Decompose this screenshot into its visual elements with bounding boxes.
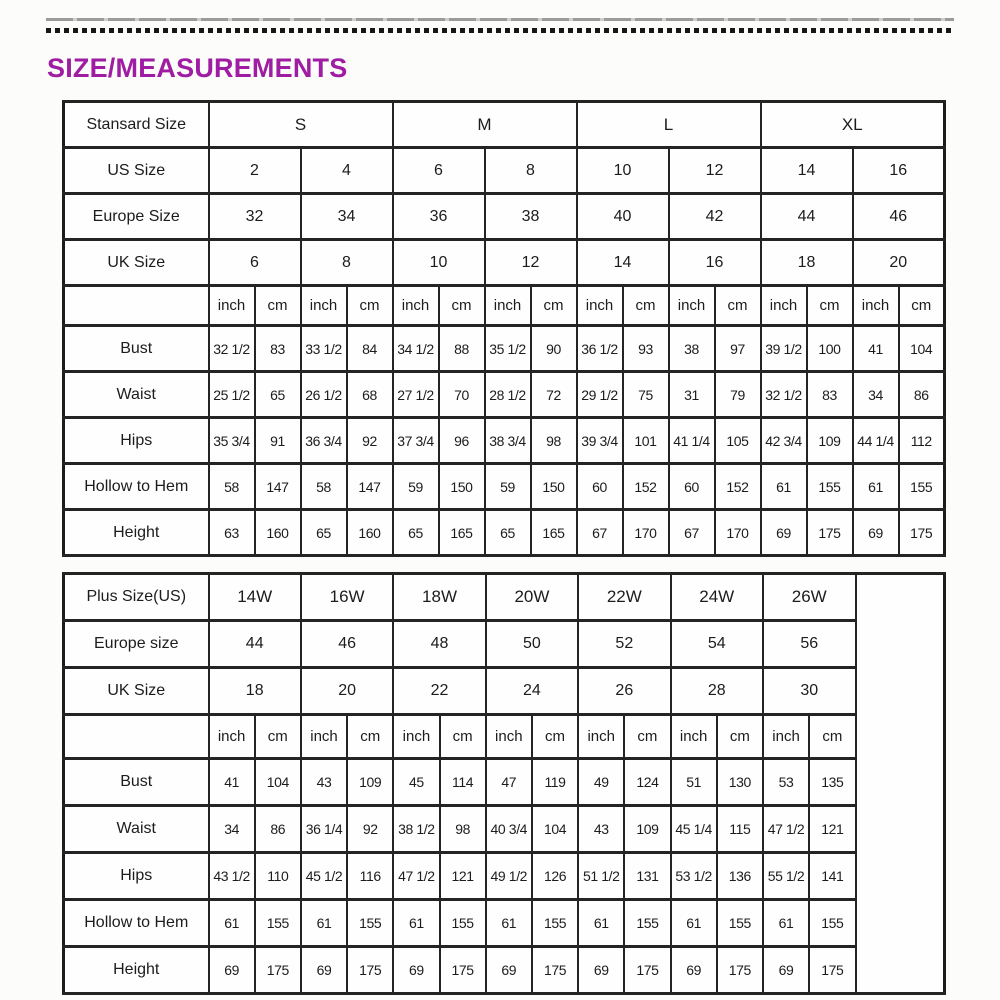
measurement-value-cell: 42 3/4 — [761, 418, 807, 464]
measurement-row-label: Hollow to Hem — [64, 464, 209, 510]
unit-header-cell: cm — [715, 286, 761, 326]
measurement-value-cell: 38 3/4 — [485, 418, 531, 464]
size-group-header: 16W — [301, 574, 393, 621]
measurement-value-cell: 51 — [671, 759, 717, 806]
measurement-value-cell: 69 — [578, 947, 624, 994]
size-value-cell: 42 — [669, 194, 761, 240]
unit-header-cell: cm — [624, 715, 670, 759]
measurement-row-label: Height — [64, 510, 209, 556]
measurement-value-cell: 69 — [763, 947, 809, 994]
measurement-value-cell: 63 — [209, 510, 255, 556]
size-value-cell: 2 — [209, 148, 301, 194]
measurement-value-cell: 60 — [577, 464, 623, 510]
measurement-value-cell: 170 — [623, 510, 669, 556]
unit-header-cell: inch — [486, 715, 532, 759]
measurement-value-cell: 53 — [763, 759, 809, 806]
measurement-value-cell: 25 1/2 — [209, 372, 255, 418]
size-row-label: Europe size — [64, 621, 209, 668]
measurement-value-cell: 109 — [624, 806, 670, 853]
size-group-header: L — [577, 102, 761, 148]
measurement-value-cell: 152 — [623, 464, 669, 510]
measurement-value-cell: 155 — [717, 900, 763, 947]
measurement-value-cell: 68 — [347, 372, 393, 418]
unit-header-cell: inch — [761, 286, 807, 326]
unit-header-cell: inch — [577, 286, 623, 326]
blank-corner-cell — [64, 715, 209, 759]
measurement-value-cell: 84 — [347, 326, 393, 372]
measurement-value-cell: 61 — [578, 900, 624, 947]
size-value-cell: 12 — [485, 240, 577, 286]
measurement-value-cell: 35 3/4 — [209, 418, 255, 464]
measurement-row-label: Waist — [64, 806, 209, 853]
measurement-row-label: Hips — [64, 418, 209, 464]
measurement-value-cell: 100 — [807, 326, 853, 372]
measurement-value-cell: 26 1/2 — [301, 372, 347, 418]
measurement-value-cell: 150 — [531, 464, 577, 510]
measurement-value-cell: 98 — [531, 418, 577, 464]
unit-header-cell: cm — [809, 715, 855, 759]
measurement-value-cell: 136 — [717, 853, 763, 900]
size-value-cell: 44 — [761, 194, 853, 240]
size-value-cell: 16 — [669, 240, 761, 286]
size-value-cell: 12 — [669, 148, 761, 194]
measurement-value-cell: 69 — [486, 947, 532, 994]
measurement-value-cell: 43 — [301, 759, 347, 806]
measurement-value-cell: 155 — [807, 464, 853, 510]
measurement-value-cell: 92 — [347, 806, 393, 853]
measurement-value-cell: 51 1/2 — [578, 853, 624, 900]
measurement-row-label: Waist — [64, 372, 209, 418]
measurement-value-cell: 97 — [715, 326, 761, 372]
measurement-value-cell: 59 — [393, 464, 439, 510]
measurement-value-cell: 39 1/2 — [761, 326, 807, 372]
size-row-label: UK Size — [64, 240, 209, 286]
measurement-value-cell: 61 — [763, 900, 809, 947]
measurement-value-cell: 147 — [255, 464, 301, 510]
size-group-header: M — [393, 102, 577, 148]
measurement-value-cell: 60 — [669, 464, 715, 510]
measurement-value-cell: 28 1/2 — [485, 372, 531, 418]
size-group-header: S — [209, 102, 393, 148]
size-value-cell: 30 — [763, 668, 856, 715]
measurement-value-cell: 109 — [347, 759, 393, 806]
measurement-value-cell: 53 1/2 — [671, 853, 717, 900]
measurement-value-cell: 34 — [853, 372, 899, 418]
measurement-value-cell: 170 — [715, 510, 761, 556]
measurement-value-cell: 175 — [899, 510, 945, 556]
measurement-value-cell: 114 — [440, 759, 486, 806]
measurement-value-cell: 38 — [669, 326, 715, 372]
size-group-header: XL — [761, 102, 945, 148]
measurement-row-label: Bust — [64, 326, 209, 372]
size-value-cell: 8 — [485, 148, 577, 194]
measurement-value-cell: 141 — [809, 853, 855, 900]
unit-header-cell: inch — [209, 286, 255, 326]
measurement-value-cell: 45 — [393, 759, 439, 806]
size-group-header: 20W — [486, 574, 578, 621]
size-value-cell: 14 — [577, 240, 669, 286]
size-value-cell: 38 — [485, 194, 577, 240]
unit-header-cell: cm — [440, 715, 486, 759]
size-value-cell: 10 — [577, 148, 669, 194]
measurement-value-cell: 59 — [485, 464, 531, 510]
empty-column — [856, 574, 945, 994]
measurement-value-cell: 33 1/2 — [301, 326, 347, 372]
measurement-value-cell: 93 — [623, 326, 669, 372]
measurement-value-cell: 105 — [715, 418, 761, 464]
size-row-label: Europe Size — [64, 194, 209, 240]
measurement-value-cell: 58 — [209, 464, 255, 510]
measurement-value-cell: 83 — [255, 326, 301, 372]
measurement-value-cell: 38 1/2 — [393, 806, 439, 853]
size-value-cell: 56 — [763, 621, 856, 668]
table-corner-label: Stansard Size — [64, 102, 209, 148]
measurement-value-cell: 150 — [439, 464, 485, 510]
measurement-value-cell: 35 1/2 — [485, 326, 531, 372]
measurement-value-cell: 155 — [532, 900, 578, 947]
measurement-row-label: Hollow to Hem — [64, 900, 209, 947]
measurement-value-cell: 55 1/2 — [763, 853, 809, 900]
measurement-value-cell: 67 — [577, 510, 623, 556]
measurement-value-cell: 175 — [624, 947, 670, 994]
measurement-value-cell: 44 1/4 — [853, 418, 899, 464]
measurement-row-label: Height — [64, 947, 209, 994]
size-value-cell: 34 — [301, 194, 393, 240]
measurement-value-cell: 98 — [440, 806, 486, 853]
size-group-header: 18W — [393, 574, 485, 621]
unit-header-cell: cm — [255, 715, 301, 759]
measurement-value-cell: 155 — [255, 900, 301, 947]
size-value-cell: 46 — [853, 194, 945, 240]
measurement-value-cell: 101 — [623, 418, 669, 464]
measurement-value-cell: 160 — [347, 510, 393, 556]
size-value-cell: 52 — [578, 621, 670, 668]
measurement-value-cell: 49 1/2 — [486, 853, 532, 900]
measurement-value-cell: 155 — [440, 900, 486, 947]
size-row-label: UK Size — [64, 668, 209, 715]
size-value-cell: 20 — [301, 668, 393, 715]
measurement-value-cell: 39 3/4 — [577, 418, 623, 464]
unit-header-cell: cm — [717, 715, 763, 759]
measurement-value-cell: 61 — [393, 900, 439, 947]
size-value-cell: 54 — [671, 621, 763, 668]
measurement-value-cell: 65 — [255, 372, 301, 418]
size-value-cell: 14 — [761, 148, 853, 194]
size-value-cell: 22 — [393, 668, 485, 715]
measurement-value-cell: 75 — [623, 372, 669, 418]
measurement-value-cell: 58 — [301, 464, 347, 510]
size-group-header: 22W — [578, 574, 670, 621]
measurement-value-cell: 91 — [255, 418, 301, 464]
measurement-value-cell: 130 — [717, 759, 763, 806]
unit-header-cell: cm — [899, 286, 945, 326]
unit-header-cell: inch — [763, 715, 809, 759]
size-row-label: US Size — [64, 148, 209, 194]
measurement-row-label: Bust — [64, 759, 209, 806]
measurement-value-cell: 27 1/2 — [393, 372, 439, 418]
measurement-value-cell: 115 — [717, 806, 763, 853]
measurement-value-cell: 69 — [209, 947, 255, 994]
measurement-value-cell: 175 — [255, 947, 301, 994]
measurement-value-cell: 155 — [347, 900, 393, 947]
measurement-value-cell: 126 — [532, 853, 578, 900]
measurement-value-cell: 61 — [209, 900, 255, 947]
unit-header-cell: inch — [671, 715, 717, 759]
measurement-value-cell: 116 — [347, 853, 393, 900]
measurement-value-cell: 121 — [809, 806, 855, 853]
size-value-cell: 6 — [209, 240, 301, 286]
size-value-cell: 4 — [301, 148, 393, 194]
size-value-cell: 46 — [301, 621, 393, 668]
measurement-value-cell: 69 — [853, 510, 899, 556]
measurement-value-cell: 69 — [301, 947, 347, 994]
measurement-value-cell: 49 — [578, 759, 624, 806]
measurement-value-cell: 72 — [531, 372, 577, 418]
table-corner-label: Plus Size(US) — [64, 574, 209, 621]
measurement-value-cell: 61 — [486, 900, 532, 947]
measurement-value-cell: 124 — [624, 759, 670, 806]
size-value-cell: 28 — [671, 668, 763, 715]
measurement-value-cell: 32 1/2 — [209, 326, 255, 372]
unit-header-cell: cm — [807, 286, 853, 326]
measurement-value-cell: 32 1/2 — [761, 372, 807, 418]
measurement-value-cell: 104 — [255, 759, 301, 806]
unit-header-cell: cm — [255, 286, 301, 326]
size-value-cell: 32 — [209, 194, 301, 240]
measurement-value-cell: 121 — [440, 853, 486, 900]
size-value-cell: 6 — [393, 148, 485, 194]
measurement-value-cell: 83 — [807, 372, 853, 418]
size-group-header: 24W — [671, 574, 763, 621]
measurement-value-cell: 70 — [439, 372, 485, 418]
measurement-value-cell: 90 — [531, 326, 577, 372]
measurement-value-cell: 96 — [439, 418, 485, 464]
gray-dashed-divider — [46, 18, 954, 21]
unit-header-cell: inch — [209, 715, 255, 759]
measurement-value-cell: 34 1/2 — [393, 326, 439, 372]
measurement-value-cell: 36 1/2 — [577, 326, 623, 372]
measurement-value-cell: 65 — [485, 510, 531, 556]
unit-header-cell: inch — [669, 286, 715, 326]
size-value-cell: 20 — [853, 240, 945, 286]
measurement-value-cell: 43 — [578, 806, 624, 853]
measurement-value-cell: 86 — [255, 806, 301, 853]
plus-size-table — [62, 572, 946, 995]
size-value-cell: 18 — [761, 240, 853, 286]
measurement-value-cell: 36 3/4 — [301, 418, 347, 464]
size-value-cell: 18 — [209, 668, 301, 715]
measurement-value-cell: 41 — [853, 326, 899, 372]
measurement-value-cell: 165 — [439, 510, 485, 556]
size-value-cell: 16 — [853, 148, 945, 194]
measurement-value-cell: 69 — [761, 510, 807, 556]
measurement-value-cell: 175 — [347, 947, 393, 994]
measurement-value-cell: 147 — [347, 464, 393, 510]
measurement-value-cell: 175 — [717, 947, 763, 994]
unit-header-cell: cm — [531, 286, 577, 326]
size-value-cell: 48 — [393, 621, 485, 668]
size-value-cell: 10 — [393, 240, 485, 286]
measurement-value-cell: 175 — [807, 510, 853, 556]
measurement-value-cell: 175 — [532, 947, 578, 994]
measurement-value-cell: 175 — [440, 947, 486, 994]
measurement-value-cell: 135 — [809, 759, 855, 806]
size-group-header: 14W — [209, 574, 301, 621]
unit-header-cell: inch — [578, 715, 624, 759]
measurement-value-cell: 36 1/4 — [301, 806, 347, 853]
measurement-value-cell: 104 — [532, 806, 578, 853]
measurement-value-cell: 61 — [853, 464, 899, 510]
measurement-value-cell: 112 — [899, 418, 945, 464]
page-title: SIZE/MEASUREMENTS — [47, 53, 348, 83]
measurement-value-cell: 47 — [486, 759, 532, 806]
unit-header-cell: inch — [393, 286, 439, 326]
measurement-row-label: Hips — [64, 853, 209, 900]
measurement-value-cell: 61 — [301, 900, 347, 947]
measurement-value-cell: 31 — [669, 372, 715, 418]
measurement-value-cell: 155 — [809, 900, 855, 947]
size-value-cell: 44 — [209, 621, 301, 668]
measurement-value-cell: 165 — [531, 510, 577, 556]
measurement-value-cell: 41 1/4 — [669, 418, 715, 464]
measurement-value-cell: 47 1/2 — [393, 853, 439, 900]
unit-header-cell: inch — [485, 286, 531, 326]
black-dotted-divider — [46, 28, 954, 33]
measurement-value-cell: 92 — [347, 418, 393, 464]
measurement-value-cell: 47 1/2 — [763, 806, 809, 853]
measurement-value-cell: 160 — [255, 510, 301, 556]
size-value-cell: 50 — [486, 621, 578, 668]
measurement-value-cell: 155 — [899, 464, 945, 510]
unit-header-cell: inch — [393, 715, 439, 759]
measurement-value-cell: 67 — [669, 510, 715, 556]
size-group-header: 26W — [763, 574, 856, 621]
measurement-value-cell: 131 — [624, 853, 670, 900]
measurement-value-cell: 65 — [393, 510, 439, 556]
measurement-value-cell: 69 — [671, 947, 717, 994]
measurement-value-cell: 45 1/2 — [301, 853, 347, 900]
unit-header-cell: cm — [347, 286, 393, 326]
size-value-cell: 8 — [301, 240, 393, 286]
measurement-value-cell: 79 — [715, 372, 761, 418]
measurement-value-cell: 45 1/4 — [671, 806, 717, 853]
measurement-value-cell: 61 — [671, 900, 717, 947]
blank-corner-cell — [64, 286, 209, 326]
measurement-value-cell: 88 — [439, 326, 485, 372]
measurement-value-cell: 110 — [255, 853, 301, 900]
size-value-cell: 36 — [393, 194, 485, 240]
measurement-value-cell: 43 1/2 — [209, 853, 255, 900]
measurement-value-cell: 65 — [301, 510, 347, 556]
measurement-value-cell: 86 — [899, 372, 945, 418]
measurement-value-cell: 40 3/4 — [486, 806, 532, 853]
size-value-cell: 40 — [577, 194, 669, 240]
unit-header-cell: cm — [439, 286, 485, 326]
measurement-value-cell: 69 — [393, 947, 439, 994]
measurement-value-cell: 104 — [899, 326, 945, 372]
measurement-value-cell: 29 1/2 — [577, 372, 623, 418]
measurement-value-cell: 152 — [715, 464, 761, 510]
unit-header-cell: inch — [301, 286, 347, 326]
size-value-cell: 26 — [578, 668, 670, 715]
unit-header-cell: cm — [623, 286, 669, 326]
measurement-value-cell: 175 — [809, 947, 855, 994]
unit-header-cell: inch — [853, 286, 899, 326]
unit-header-cell: cm — [532, 715, 578, 759]
unit-header-cell: inch — [301, 715, 347, 759]
measurement-value-cell: 41 — [209, 759, 255, 806]
measurement-value-cell: 109 — [807, 418, 853, 464]
measurement-value-cell: 119 — [532, 759, 578, 806]
measurement-value-cell: 34 — [209, 806, 255, 853]
measurement-value-cell: 37 3/4 — [393, 418, 439, 464]
measurement-value-cell: 61 — [761, 464, 807, 510]
standard-size-table — [62, 100, 946, 557]
size-value-cell: 24 — [486, 668, 578, 715]
unit-header-cell: cm — [347, 715, 393, 759]
measurement-value-cell: 155 — [624, 900, 670, 947]
